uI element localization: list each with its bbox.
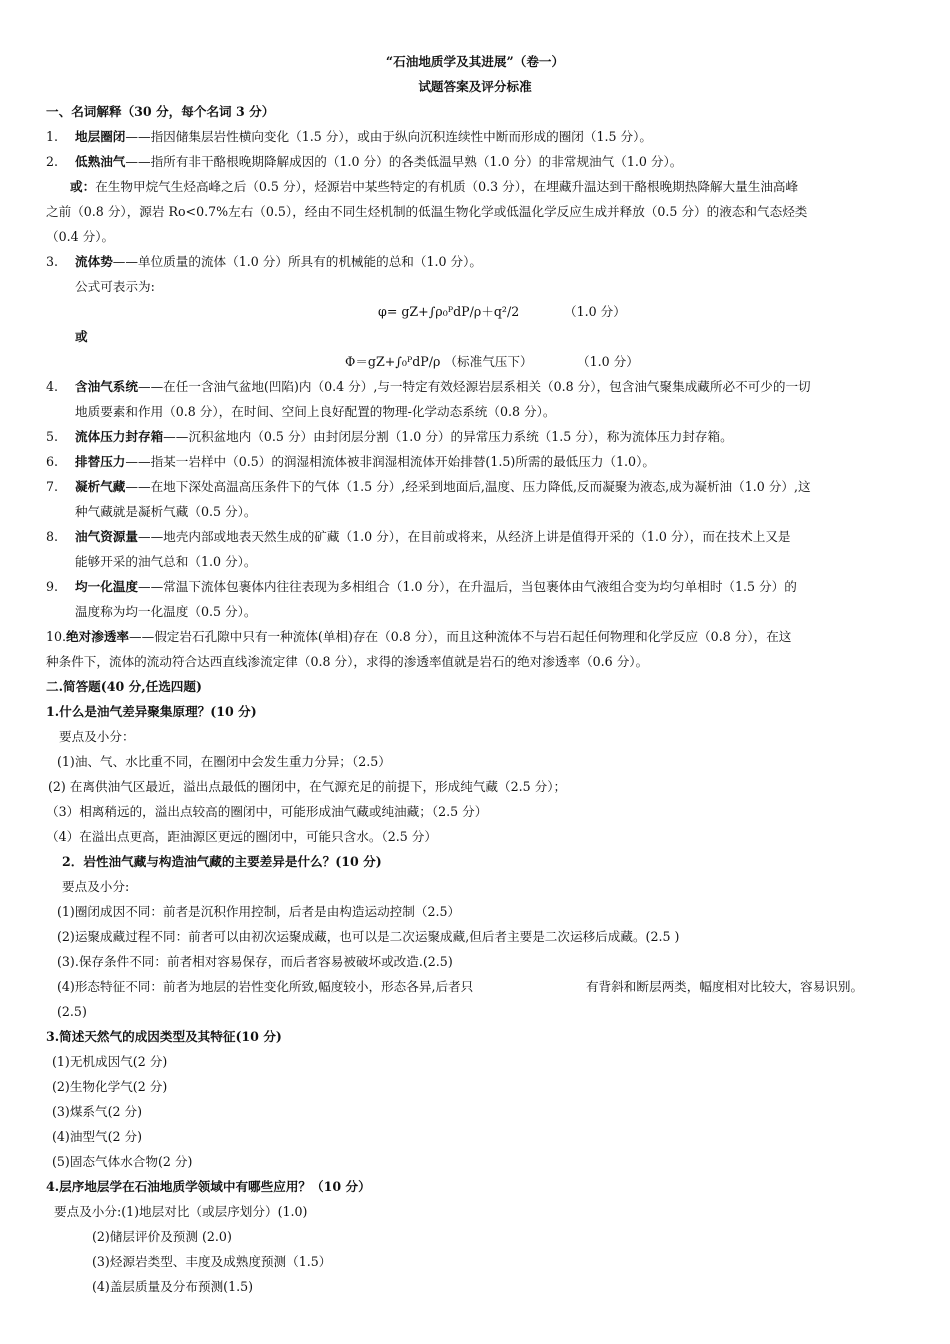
answer-point: （4）在溢出点更高，距油源区更远的圈闭中，可能只含水。（2.5 分） [46, 829, 437, 844]
term-name: 油气资源量 [75, 529, 138, 544]
term-item-10: 10.绝对渗透率——假定岩石孔隙中只有一种流体(单相)存在（0.8 分），而且这种流体不与岩石起任何物理和化学反应（0.8 分），在这 [46, 629, 792, 644]
answer-point-continued: 有背斜和断层两类，幅度相对比较大，容易识别。 [586, 979, 864, 994]
formula-2-score: （1.0 分） [577, 354, 639, 369]
term-item-8: 8. 油气资源量——地壳内部或地表天然生成的矿藏（1.0 分），在目前或将来，从经济上讲是值得开采的（1.0 分），而在技术上又是 [46, 529, 791, 544]
answer-point: (1)无机成因气(2 分) [52, 1054, 168, 1069]
formula-intro: 公式可表示为: [75, 279, 155, 294]
question-1-title: 1.什么是油气差异聚集原理？(10 分) [46, 704, 257, 719]
answer-point: (2)运聚成藏过程不同：前者可以由初次运聚成藏，也可以是二次运聚成藏,但后者主要是二次运移后成藏。(2.5 ) [57, 929, 680, 944]
term-name: 流体压力封存箱 [75, 429, 164, 444]
answer-point: (4)形态特征不同：前者为地层的岩性变化所致,幅度较小，形态各异,后者只 [57, 979, 474, 994]
or-label: 或 [75, 329, 88, 344]
answer-point: (4)盖层质量及分布预测(1.5) [92, 1279, 254, 1294]
answer-point: (3)烃源岩类型、丰度及成熟度预测（1.5） [92, 1254, 332, 1269]
alt-label: 或： [70, 179, 96, 194]
term-item-6: 6. 排替压力——指某一岩样中（0.5）的润湿相流体被非润湿相流体开始排替(1.5)所需的最低压力（1.0）。 [46, 454, 655, 469]
question-2-title: 2．岩性油气藏与构造油气藏的主要差异是什么？(10 分) [62, 854, 382, 869]
answer-point: (3)煤系气(2 分) [52, 1104, 143, 1119]
answer-point: (2)储层评价及预测 (2.0) [92, 1229, 232, 1244]
term-definition-line: 种条件下，流体的流动符合达西直线渗流定律（0.8 分），求得的渗透率值就是岩石的绝对渗透率（0.6 分）。 [46, 654, 649, 669]
formula-1-score: （1.0 分） [564, 304, 626, 319]
term-definition: ——在任一含油气盆地(凹陷)内（0.4 分）,与一特定有效烃源岩层系相关（0.8 分），包含油气聚集成藏所必不可少的一切 [137, 379, 811, 394]
term-item-1: 1. 地层圈闭——指因储集层岩性横向变化（1.5 分），或由于纵向沉积连续性中断而形成的圈闭（1.5 分）。 [46, 129, 652, 144]
term-item-9: 9. 均一化温度——常温下流体包裹体内往往表现为多相组合（1.0 分），在升温后，当包裹体由气液组合变为均匀单相时（1.5 分）的 [46, 579, 797, 594]
term-name: 排替压力 [75, 454, 126, 469]
term-definition: ——常温下流体包裹体内往往表现为多相组合（1.0 分），在升温后，当包裹体由气液组合变为均匀单相时（1.5 分）的 [137, 579, 797, 594]
answer-point: (1)油、气、水比重不同，在圈闭中会发生重力分异；（2.5） [57, 754, 391, 769]
term-alt-definition-line: （0.4 分）。 [46, 229, 115, 244]
section2-heading: 二.简答题(40 分,任选四题) [46, 679, 202, 694]
answer-point: (2)生物化学气(2 分) [52, 1079, 168, 1094]
term-name: 凝析气藏 [75, 479, 126, 494]
document-subtitle: 试题答案及评分标准 [418, 79, 532, 94]
term-definition-line: 温度称为均一化温度（0.5 分）。 [75, 604, 257, 619]
term-definition-line: 种气藏就是凝析气藏（0.5 分）。 [75, 504, 257, 519]
term-definition-line: 地质要素和作用（0.8 分），在时间、空间上良好配置的物理-化学动态系统（0.8 分）。 [75, 404, 556, 419]
term-name: 均一化温度 [75, 579, 138, 594]
answer-point: (5)固态气体水合物(2 分) [52, 1154, 193, 1169]
answer-point: (4)油型气(2 分) [52, 1129, 143, 1144]
question-4-intro: 要点及小分:(1)地层对比（或层序划分）(1.0) [54, 1204, 308, 1219]
term-definition: ——指所有非干酪根晚期降解成因的（1.0 分）的各类低温早熟（1.0 分）的非常规油气（1.0 分）。 [125, 154, 683, 169]
term-name: 低熟油气 [75, 154, 126, 169]
term-name: 流体势 [75, 254, 113, 269]
term-alt-definition: 或：在生物甲烷气生烃高峰之后（0.5 分），烃源岩中某些特定的有机质（0.3 分），在埋藏升温达到干酪根晚期热降解大量生油高峰 [70, 179, 799, 194]
term-alt-definition-line: 之前（0.8 分），源岩 Ro<0.7%左右（0.5），经由不同生烃机制的低温生物化学或低温化学反应生成并释放（0.5 分）的液态和气态烃类 [46, 204, 808, 219]
term-item-3: 3. 流体势——单位质量的流体（1.0 分）所具有的机械能的总和（1.0 分）。 [46, 254, 482, 269]
answer-point-score: (2.5) [57, 1004, 87, 1019]
question-4-title: 4.层序地层学在石油地质学领域中有哪些应用？（10 分） [46, 1179, 371, 1194]
section1-heading: 一、名词解释（30 分，每个名词 3 分） [46, 104, 275, 119]
answer-point: （3）相离稍远的，溢出点较高的圈闭中，可能形成油气藏或纯油藏；（2.5 分） [46, 804, 488, 819]
question-3-title: 3.简述天然气的成因类型及其特征(10 分) [46, 1029, 282, 1044]
term-name: 含油气系统 [75, 379, 138, 394]
term-definition-line: 能够开采的油气总和（1.0 分）。 [75, 554, 257, 569]
answer-point: (3).保存条件不同：前者相对容易保存，而后者容易被破坏或改造.(2.5) [57, 954, 453, 969]
term-definition: ——在地下深处高温高压条件下的气体（1.5 分）,经采到地面后,温度、压力降低,反而凝聚为液态,成为凝析油（1.0 分）,这 [125, 479, 811, 494]
document-title: “石油地质学及其进展”（卷一） [385, 54, 565, 69]
question-1-intro: 要点及小分： [59, 729, 135, 744]
term-name: 地层圈闭 [75, 129, 126, 144]
term-definition: ——单位质量的流体（1.0 分）所具有的机械能的总和（1.0 分）。 [112, 254, 482, 269]
term-definition: ——指因储集层岩性横向变化（1.5 分），或由于纵向沉积连续性中断而形成的圈闭（1.5 分）。 [125, 129, 652, 144]
question-2-intro: 要点及小分: [62, 879, 130, 894]
term-definition: ——指某一岩样中（0.5）的润湿相流体被非润湿相流体开始排替(1.5)所需的最低压力（1.0）。 [125, 454, 655, 469]
formula-1: φ= gZ+∫ρ₀ᴾdP/ρ＋q²/2 [378, 304, 520, 319]
term-item-7: 7. 凝析气藏——在地下深处高温高压条件下的气体（1.5 分）,经采到地面后,温度、压力降低,反而凝聚为液态,成为凝析油（1.0 分）,这 [46, 479, 811, 494]
term-definition: ——假定岩石孔隙中只有一种流体(单相)存在（0.8 分），而且这种流体不与岩石起任何物理和化学反应（0.8 分），在这 [129, 629, 792, 644]
term-definition: ——沉积盆地内（0.5 分）由封闭层分割（1.0 分）的异常压力系统（1.5 分），称为流体压力封存箱。 [163, 429, 733, 444]
answer-point: (2) 在离供油气区最近，溢出点最低的圈闭中，在气源充足的前提下，形成纯气藏（2.5 分）； [48, 779, 567, 794]
answer-point: (1)圈闭成因不同：前者是沉积作用控制，后者是由构造运动控制（2.5） [57, 904, 461, 919]
formula-2: Φ＝gZ+∫₀ᴾdP/ρ （标准气压下） [345, 354, 533, 369]
term-name: 绝对渗透率 [66, 629, 129, 644]
term-item-2: 2. 低熟油气——指所有非干酪根晚期降解成因的（1.0 分）的各类低温早熟（1.0 分）的非常规油气（1.0 分）。 [46, 154, 683, 169]
term-item-5: 5. 流体压力封存箱——沉积盆地内（0.5 分）由封闭层分割（1.0 分）的异常压力系统（1.5 分），称为流体压力封存箱。 [46, 429, 733, 444]
term-definition: ——地壳内部或地表天然生成的矿藏（1.0 分），在目前或将来，从经济上讲是值得开采的（1.0 分），而在技术上又是 [137, 529, 791, 544]
term-item-4: 4. 含油气系统——在任一含油气盆地(凹陷)内（0.4 分）,与一特定有效烃源岩层系相关（0.8 分），包含油气聚集成藏所必不可少的一切 [46, 379, 811, 394]
